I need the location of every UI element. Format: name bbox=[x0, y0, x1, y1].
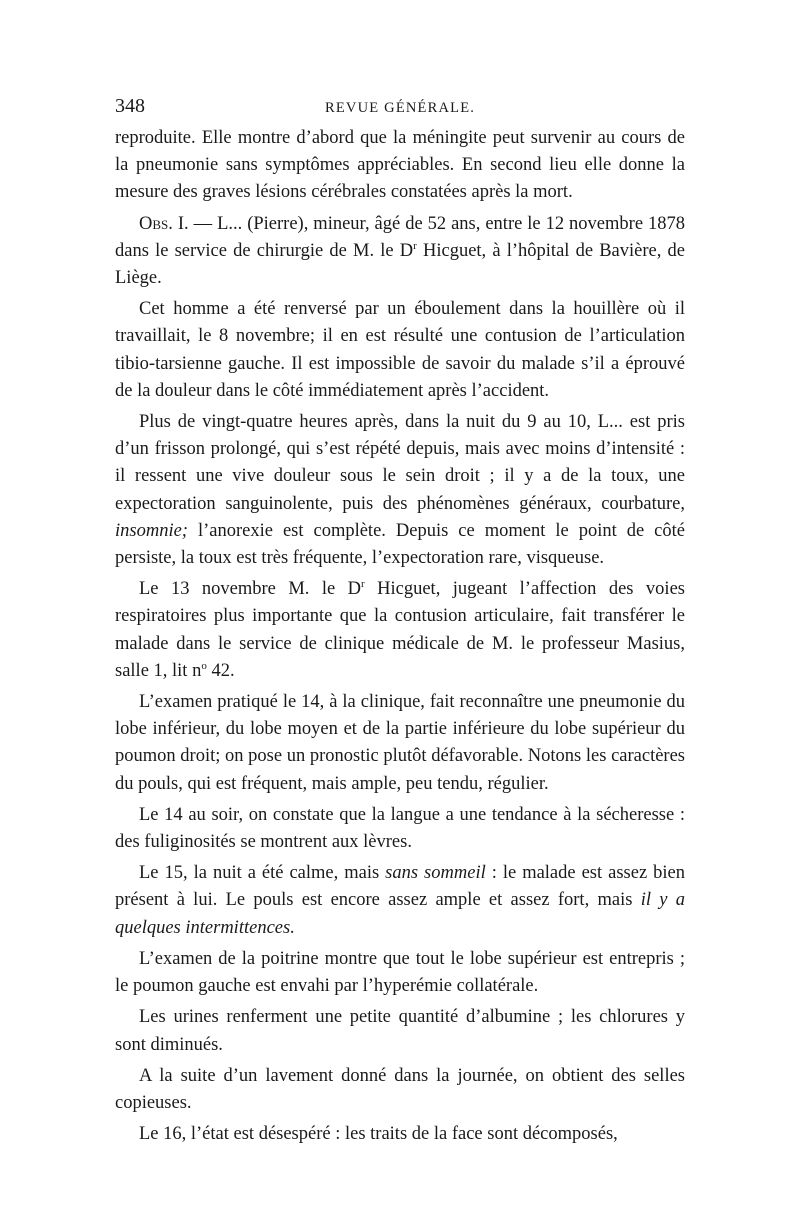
paragraph: Les urines renferment une petite quantité d’albumine ; les chlorures y sont diminués. bbox=[115, 1007, 685, 1055]
page-header bbox=[115, 93, 685, 121]
observation-label: Obs. I. bbox=[139, 213, 189, 234]
superscript: r bbox=[361, 578, 365, 591]
page-body bbox=[115, 125, 685, 1148]
text-run: Le 15, la nuit a été calme, mais bbox=[139, 863, 386, 884]
paragraph-observation bbox=[115, 211, 685, 293]
superscript: r bbox=[413, 239, 417, 252]
book-page bbox=[115, 93, 685, 1152]
text-run: Hicguet, à l’hôpital de Bavière, de Liège. bbox=[115, 240, 685, 289]
paragraph: Cet homme a été renversé par un éboulement dans la houillère où il travaillait, le 8 novembre; il en est résulté une contusion de l’articulation tibio-tarsienne gauche. Il est impossible de savoir du malade s’il a éprouvé de la douleur dans le côté immédiatement après l’accident. bbox=[115, 299, 685, 401]
text-run: Plus de vingt-quatre heures après, dans la nuit du 9 au 10, L... est pris d’un frisson prolongé, qui s’est répété depuis, mais avec moins d’intensité : il ressent une vive douleur sous le sein droit ; il y a de la toux, une expectoration sanguinolente, puis des phénomènes généraux, courbature, bbox=[115, 412, 685, 514]
page-number: 348 bbox=[115, 95, 145, 117]
text-run: — L... (Pierre), mineur, âgé de 52 ans, entre le 12 novembre 1878 dans le service de chirurgie de M. le D bbox=[115, 213, 686, 261]
italic-text: il y a quelques intermittences. bbox=[115, 890, 685, 938]
paragraph bbox=[115, 409, 685, 572]
paragraph: Le 16, l’état est désespéré : les traits de la face sont décomposés, bbox=[139, 1124, 618, 1145]
paragraph: Le 14 au soir, on constate que la langue a une tendance à la sécheresse : des fuliginosités se montrent aux lèvres. bbox=[115, 804, 685, 853]
text-run: Hicguet, jugeant l’affection des voies respiratoires plus importante que la contusion articulaire, fait transférer le malade dans le service de clinique médicale de M. le professeur Masius, salle 1, lit n bbox=[115, 579, 685, 681]
text-run: 42. bbox=[206, 660, 235, 681]
paragraph: reproduite. Elle montre d’abord que la méningite peut survenir au cours de la pneumonie sans symptômes appréciables. En second lieu elle donne la mesure des graves lésions cérébrales constatées après la mort. bbox=[115, 128, 685, 203]
superscript: o bbox=[201, 659, 207, 672]
text-run: : le malade est assez bien présent à lui. Le pouls est encore assez ample et assez fort, mais bbox=[115, 863, 685, 911]
text-run: Le 13 novembre M. le D bbox=[139, 579, 362, 600]
text-run: l’anorexie est complète. Depuis ce moment le point de côté persiste, la toux est très fréquente, l’expectoration rare, visqueuse. bbox=[115, 520, 685, 569]
paragraph: A la suite d’un lavement donné dans la journée, on obtient des selles copieuses. bbox=[115, 1065, 685, 1113]
paragraph: L’examen de la poitrine montre que tout le lobe supérieur est entrepris ; le poumon gauche est envahi par l’hyperémie collatérale. bbox=[115, 948, 685, 997]
italic-text: sans sommeil bbox=[385, 863, 486, 884]
paragraph bbox=[115, 860, 685, 942]
paragraph bbox=[115, 576, 685, 685]
paragraph: L’examen pratiqué le 14, à la clinique, fait reconnaître une pneumonie du lobe inférieur, du lobe moyen et de la partie inférieure du lobe supérieur du poumon droit; on pose un pronostic plutôt défavorable. Notons les caractères du pouls, qui est fréquent, mais ample, peu tendu, régulier. bbox=[115, 692, 685, 794]
running-head: REVUE GÉNÉRALE. bbox=[325, 100, 476, 116]
italic-text: insomnie; bbox=[115, 520, 188, 541]
